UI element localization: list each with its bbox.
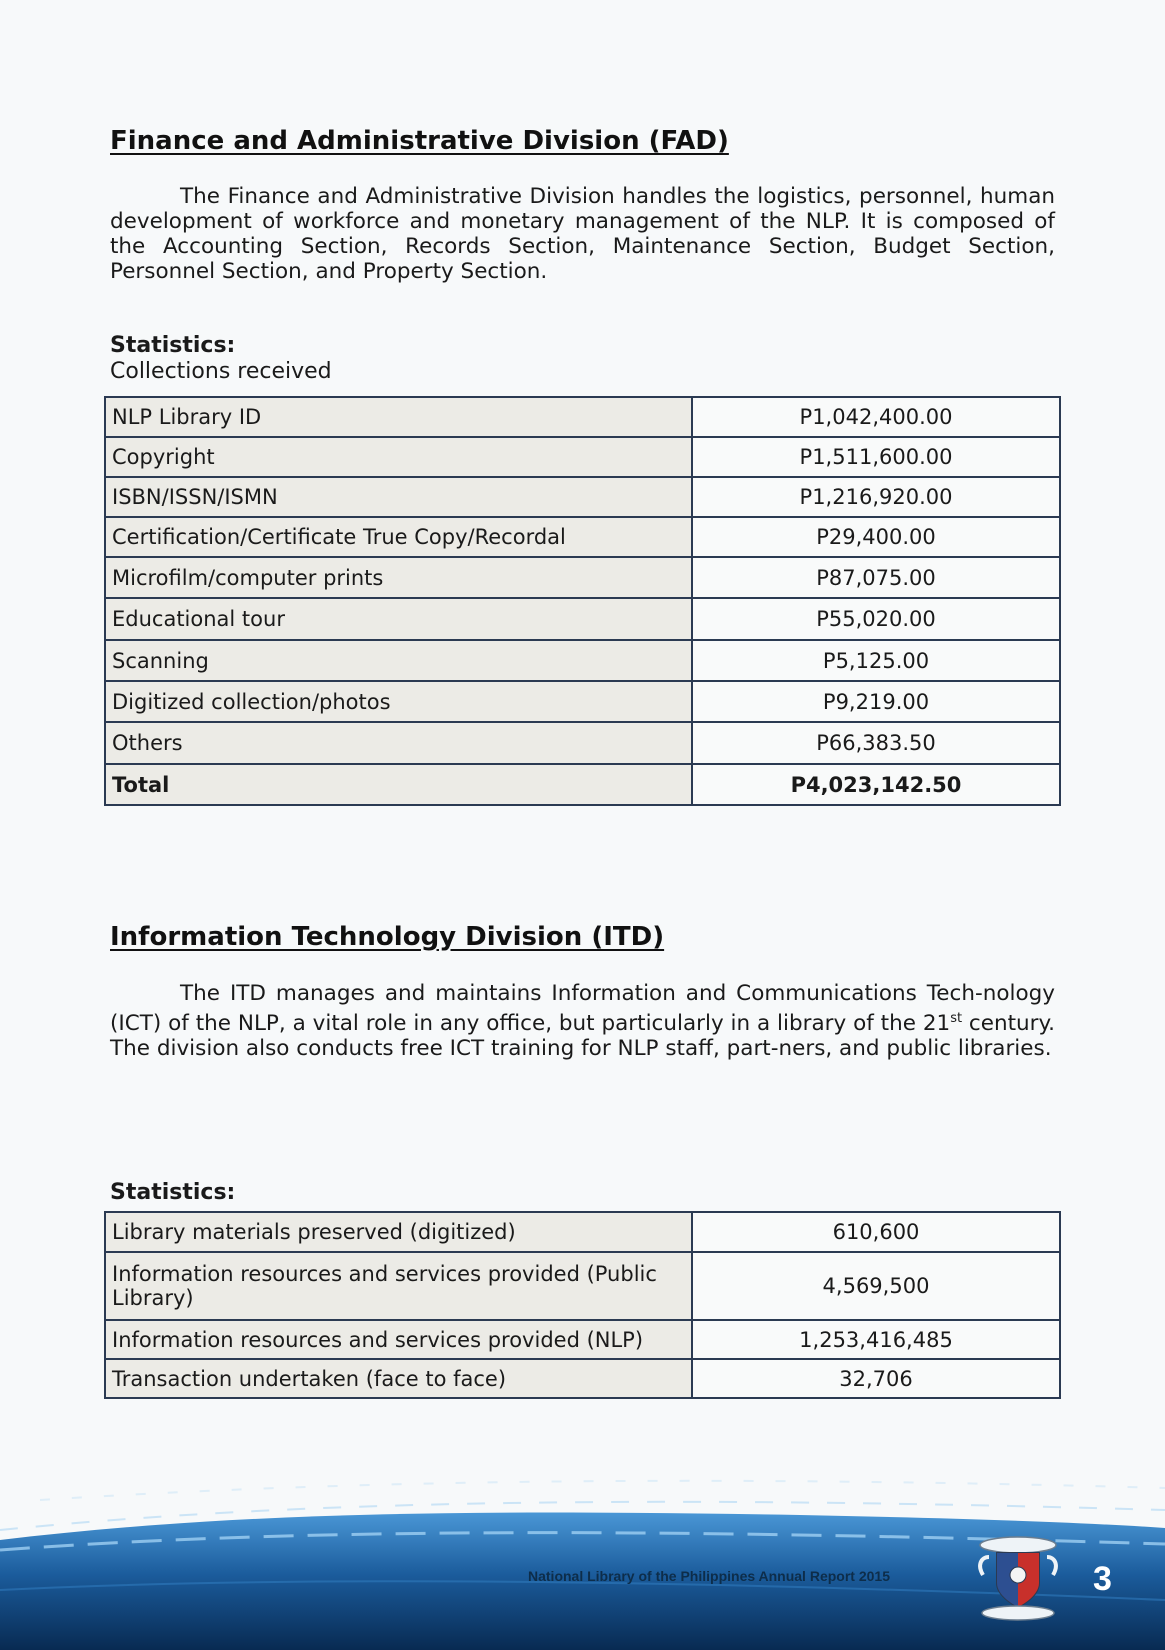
fad-table-row <box>105 681 1060 722</box>
fad-table-row-label: Total <box>105 764 692 805</box>
fad-table-row-label: Others <box>105 722 692 764</box>
fad-table-row <box>105 437 1060 477</box>
fad-table-row <box>105 640 1060 681</box>
itd-table-row-label: Library materials preserved (digitized) <box>105 1212 692 1252</box>
fad-table-row-value: P4,023,142.50 <box>692 764 1060 805</box>
fad-description-text: The Finance and Administrative Division handles the logistics, personnel, human development of workforce and monetary management of the NLP. It is composed of the Accounting Section, Records Section, Maintenance Section, Budget Section, Personnel Section, and Property Section. <box>110 184 1055 284</box>
itd-statistics-table <box>104 1211 1061 1399</box>
fad-table-row-label: Scanning <box>105 640 692 681</box>
page-number: 3 <box>1093 1560 1112 1598</box>
fad-description <box>110 184 1055 284</box>
fad-table-row-label: Educational tour <box>105 598 692 640</box>
itd-table-row-value: 1,253,416,485 <box>692 1320 1060 1359</box>
fad-table-row-value: P1,511,600.00 <box>692 437 1060 477</box>
fad-table-row <box>105 477 1060 517</box>
itd-table-row <box>105 1320 1060 1359</box>
itd-table-row <box>105 1359 1060 1398</box>
itd-table-row-label: Information resources and services provided (Public Library) <box>105 1252 692 1320</box>
fad-table-row-value: P29,400.00 <box>692 517 1060 557</box>
fad-table-row <box>105 722 1060 764</box>
itd-stats-label: Statistics: <box>110 1180 236 1205</box>
fad-table-row <box>105 517 1060 557</box>
fad-stats-label: Statistics: <box>110 333 236 358</box>
fad-table-row-label: NLP Library ID <box>105 397 692 437</box>
itd-description-part2: century. The division also conducts free ICT training for NLP staff, part-ners, and public libraries. <box>110 1011 1055 1062</box>
itd-title: Information Technology Division (ITD) <box>110 922 665 952</box>
fad-table-row <box>105 397 1060 437</box>
fad-table-row-label: Digitized collection/photos <box>105 681 692 722</box>
fad-title: Finance and Administrative Division (FAD) <box>110 126 729 156</box>
itd-table-row-value: 4,569,500 <box>692 1252 1060 1320</box>
fad-table-row-label: Microfilm/computer prints <box>105 557 692 598</box>
fad-table-row-label: ISBN/ISSN/ISMN <box>105 477 692 517</box>
itd-description-part1: The ITD manages and maintains Information and Communications Tech-nology (ICT) of the NLP, a vital role in any office, but particularly in a library of the 21 <box>110 981 1055 1037</box>
fad-table-row-value: P87,075.00 <box>692 557 1060 598</box>
fad-table-row <box>105 764 1060 805</box>
fad-table-row-label: Copyright <box>105 437 692 477</box>
fad-table-row-value: P66,383.50 <box>692 722 1060 764</box>
itd-table-row <box>105 1252 1060 1320</box>
fad-table-row <box>105 557 1060 598</box>
itd-table-row <box>105 1212 1060 1252</box>
fad-table-row-value: P5,125.00 <box>692 640 1060 681</box>
nlp-seal-icon <box>975 1535 1061 1621</box>
itd-table-row-value: 610,600 <box>692 1212 1060 1252</box>
itd-table-row-value: 32,706 <box>692 1359 1060 1398</box>
fad-table-row-value: P55,020.00 <box>692 598 1060 640</box>
itd-table-row-label: Transaction undertaken (face to face) <box>105 1359 692 1398</box>
fad-collections-table <box>104 396 1061 806</box>
fad-table-row <box>105 598 1060 640</box>
fad-table-row-value: P1,216,920.00 <box>692 477 1060 517</box>
fad-table-row-label: Certification/Certificate True Copy/Recordal <box>105 517 692 557</box>
footer-report-title: National Library of the Philippines Annual Report 2015 <box>528 1568 890 1584</box>
fad-table-row-value: P9,219.00 <box>692 681 1060 722</box>
itd-description-sup: st <box>950 1011 963 1026</box>
itd-description <box>110 981 1055 1061</box>
fad-table-row-value: P1,042,400.00 <box>692 397 1060 437</box>
itd-table-row-label: Information resources and services provided (NLP) <box>105 1320 692 1359</box>
fad-stats-subtitle: Collections received <box>110 359 332 384</box>
